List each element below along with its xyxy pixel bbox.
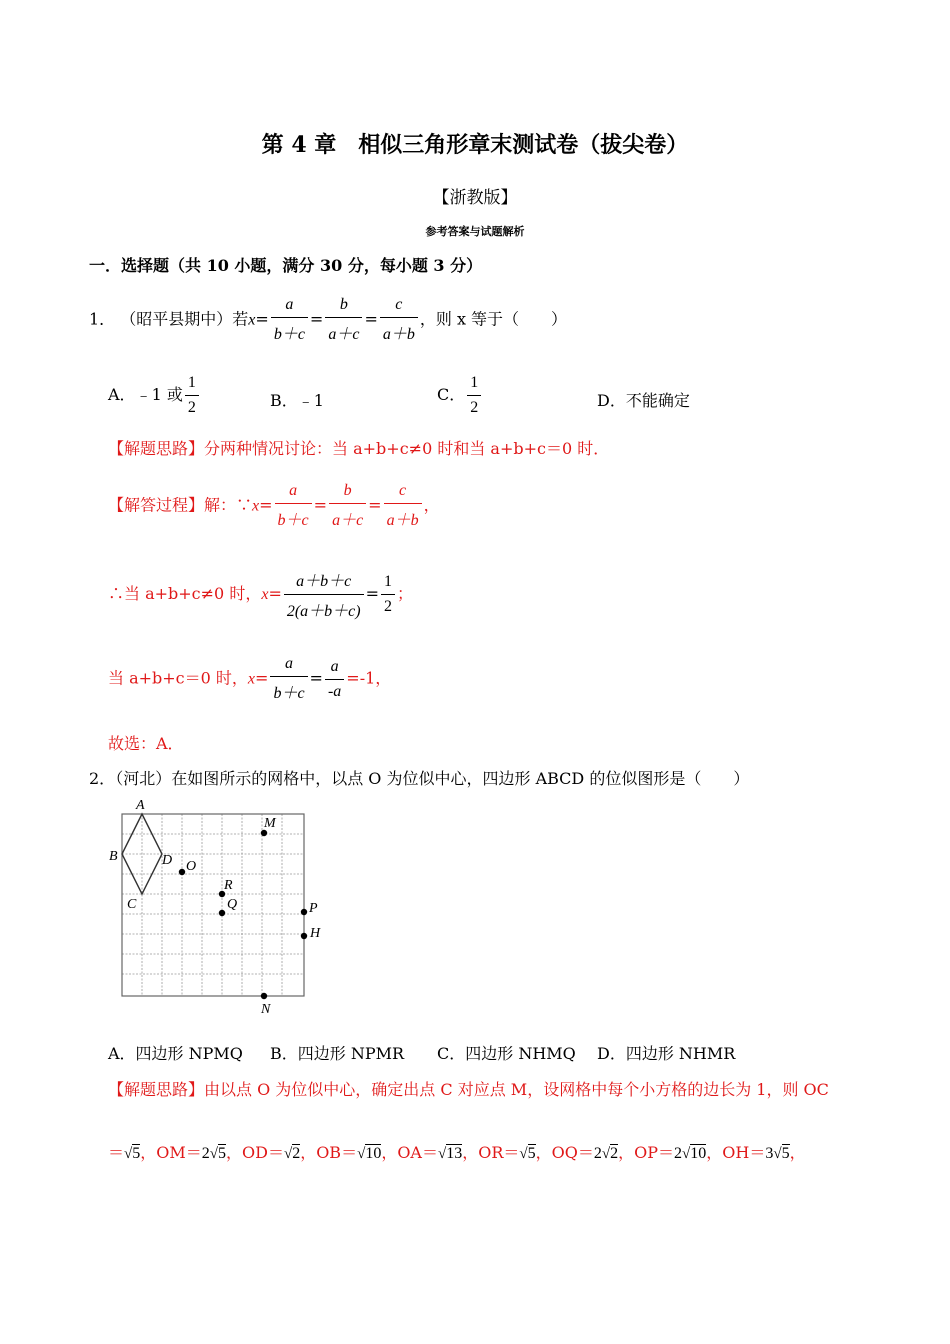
label-n: N (261, 1002, 271, 1017)
q2-option-d[interactable]: D．四边形 NHMR (597, 1044, 736, 1063)
distance-label: ，OA＝ (381, 1143, 438, 1162)
label-q: Q (227, 897, 238, 912)
distance-label: ，OM＝ (140, 1143, 202, 1162)
grid-border (122, 814, 304, 996)
radical: √5 (124, 1145, 141, 1162)
q2-thinking: 【解题思路】由以点 O 为位似中心，确定出点 C 对应点 M，设网格中每个小方格的边长为 1，则 OC (108, 1080, 829, 1099)
q2-option-b[interactable]: B．四边形 NPMR (270, 1044, 405, 1063)
option-d[interactable]: D．不能确定 (597, 391, 690, 410)
fraction: $\frac{b}{a+c}$ (325, 296, 362, 344)
option-b[interactable]: B．﹣1 (270, 391, 324, 410)
label-c: C (127, 897, 137, 912)
radical: √5 (519, 1145, 536, 1162)
label-h: H (310, 926, 321, 941)
question-source: （昭平县期中）若 (120, 309, 249, 329)
radical: √13 (438, 1145, 463, 1162)
distance-label: ， (789, 1143, 806, 1162)
distance-label: ，OB＝ (300, 1143, 358, 1162)
q1-process-line2: ∴当 a+b+c≠0 时，x= $\frac{a+b+c}{2(a+b+c)}$ = $\frac{1}{2}$ ； (108, 568, 413, 621)
fraction: $\frac{a}{b+c}$ (271, 296, 308, 344)
grid-figure (100, 794, 340, 1020)
option-a[interactable]: A．﹣1 或 $\frac{1}{2}$ (108, 374, 201, 417)
point-q (219, 910, 225, 916)
grid-lines (122, 814, 304, 996)
label-p: P (309, 901, 318, 916)
question-tail: ，则 x 等于（ ） (419, 309, 568, 329)
label-a: A (136, 798, 145, 813)
label-o: O (186, 859, 197, 874)
label-r: R (224, 878, 233, 893)
section-heading: 一．选择题（共 10 小题，满分 30 分，每小题 3 分） (89, 256, 483, 275)
label-m: M (264, 816, 276, 831)
radical: 3√5 (765, 1145, 790, 1162)
label-d: D (162, 853, 173, 868)
distance-label: ，OD＝ (226, 1143, 284, 1162)
distance-label: ＝ (108, 1143, 125, 1162)
radical: √10 (357, 1145, 382, 1162)
q2-option-c[interactable]: C．四边形 NHMQ (437, 1044, 576, 1063)
var-x: x (248, 311, 256, 329)
label-b: B (109, 849, 118, 864)
question-1-stem: 1． （昭平县期中）若x= $\frac{a}{b+c}$ = $\frac{b}{a+c}$ = $\frac{c}{a+b}$ ，则 x 等于（ ） (89, 296, 568, 343)
distance-label: ，OQ＝ (535, 1143, 594, 1162)
page-title: 第 4 章 相似三角形章末测试卷（拔尖卷） (261, 132, 689, 158)
question-number: 1． (89, 309, 116, 329)
q1-thinking: 【解题思路】分两种情况讨论：当 a+b+c≠0 时和当 a+b+c＝0 时． (108, 439, 610, 458)
edition-label: 【浙教版】 (432, 188, 518, 208)
distance-label: ，OP＝ (618, 1143, 675, 1162)
equals-sign: = (255, 309, 269, 329)
distance-label: ，OH＝ (706, 1143, 766, 1162)
point-n (261, 993, 267, 999)
fraction: $\frac{c}{a+b}$ (380, 296, 418, 344)
q2-distance-line (108, 1140, 806, 1163)
q1-process-line3: 当 a+b+c＝0 时，x= $\frac{a}{b+c}$ = $\frac{a}{-a}$ =-1， (108, 655, 392, 702)
distance-label: ，OR＝ (462, 1143, 520, 1162)
radical: 2√2 (593, 1145, 619, 1162)
point-p (301, 909, 307, 915)
q2-option-a[interactable]: A．四边形 NPMQ (108, 1044, 243, 1063)
q1-answer: 故选：A． (108, 734, 184, 753)
radical: √2 (283, 1145, 301, 1162)
point-o (179, 869, 185, 875)
option-c[interactable]: C． $\frac{1}{2}$ (437, 374, 483, 417)
q1-process-line1: 【解答过程】解：∵x= $\frac{a}{b+c}$ = $\frac{b}{a+c}$ = $\frac{c}{a+b}$ ， (108, 482, 440, 529)
point-h (301, 933, 307, 939)
radical: 2√5 (201, 1145, 226, 1162)
question-2-stem: 2．（河北）在如图所示的网格中，以点 O 为位似中心，四边形 ABCD 的位似图形是（ ） (89, 769, 750, 788)
answer-subtitle: 参考答案与试题解析 (425, 225, 525, 238)
radical: 2√10 (674, 1145, 707, 1162)
